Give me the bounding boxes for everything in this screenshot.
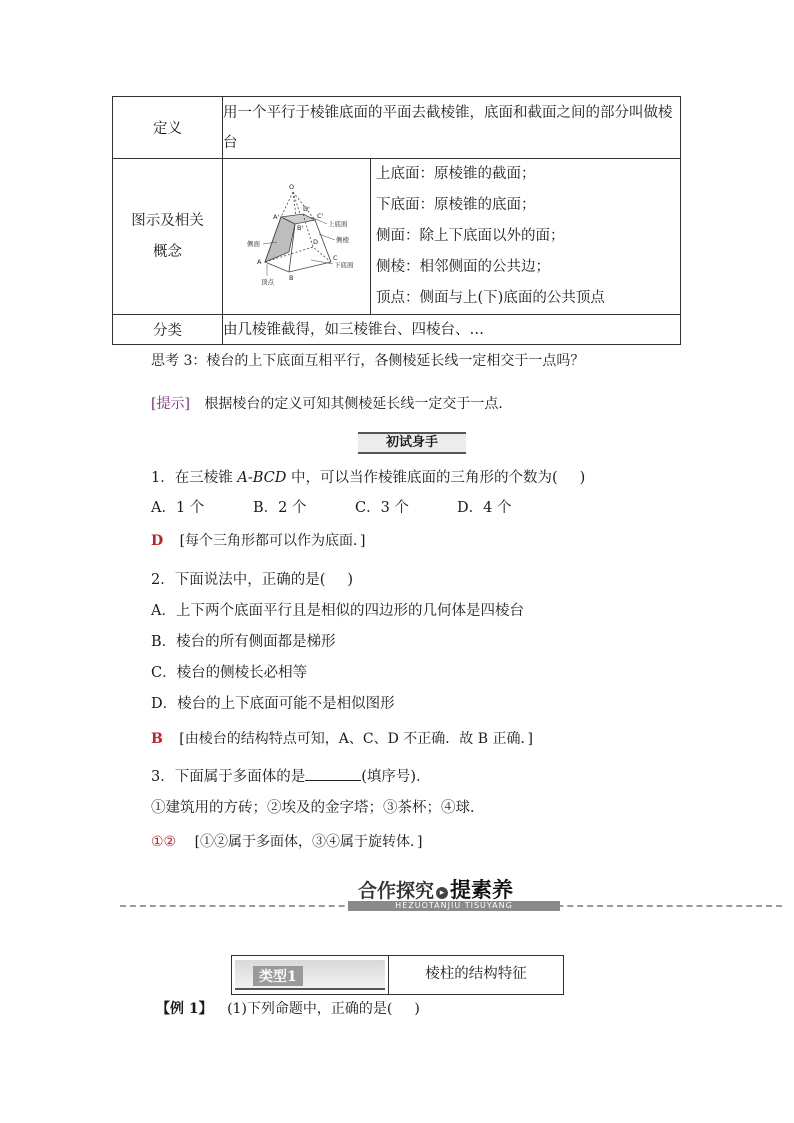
q3-answer-line [151,831,423,851]
type1-title: 棱柱的结构特征 [425,966,527,982]
q2-option-b: B．棱台的所有侧面都是梯形 [151,634,336,650]
label-C: C [333,253,338,262]
frustum-definition-table [112,96,681,345]
label-A: A [257,257,262,266]
type1-box [231,955,564,995]
hint-label: [提示] [151,396,190,412]
figure-label-line1: 图示及相关 [131,212,204,229]
q2-stem-close: ) [347,572,354,588]
example1-close: ) [414,1001,420,1017]
label-D1: D' [303,204,310,213]
q3-blank [305,766,361,781]
label-apex: O [289,182,295,191]
label-B: B [289,273,294,282]
q1-answer-line [151,530,366,550]
concept-top-face: 上底面：原棱锥的截面； [376,166,536,182]
concept-lateral-edge: 侧棱：相邻侧面的公共边； [376,259,550,275]
classification-label: 分类 [113,315,223,345]
concept-lateral-face: 侧面：除上下底面以外的面； [376,228,565,244]
concept-bottom-face: 下底面：原棱锥的底面； [376,197,536,213]
label-lateral-edge: 侧棱 [336,235,349,244]
example1-label: 【例 1】 [156,1001,213,1017]
example1-text: (1)下列命题中，正确的是( [227,1001,393,1017]
section-arrow-icon: ▸ [436,887,448,899]
trial-banner [358,432,466,454]
hint-text: 根据棱台的定义可知其侧棱延长线一定交于一点． [204,396,513,412]
q1-option-d: D．4 个 [457,500,512,516]
q2-explanation: [由棱台的结构特点可知，A、C、D 不正确．故 B 正确．] [179,731,533,747]
q3-stem-prefix: 3．下面属于多面体的是 [151,769,306,785]
definition-text: 用一个平行于棱锥底面的平面去截棱锥，底面和截面之间的部分叫做棱台 [223,97,681,159]
q3-explanation: [①②属于多面体，③④属于旋转体．] [194,834,423,850]
section-banner [120,874,782,914]
classification-text: 由几棱锥截得，如三棱锥台、四棱台、… [223,315,681,345]
q1-option-b: B．2 个 [253,500,307,516]
definition-label: 定义 [113,97,223,159]
q1-option-a: A．1 个 [151,500,205,516]
label-A1: A' [273,212,280,221]
q2-stem-text: 2．下面说法中，正确的是( [151,572,326,588]
q2-option-c: C．棱台的侧棱长必相等 [151,665,308,681]
type1-tag [235,960,385,990]
label-D: D [313,237,319,246]
q3-items: ①建筑用的方砖；②埃及的金字塔；③茶杯；④球． [151,800,485,816]
label-top-face: 上底面 [328,219,348,228]
frustum-diagram [223,162,370,312]
frustum-figure-cell [223,159,371,315]
think3-hint [151,393,512,413]
q1-explanation: [每个三角形都可以作为底面．] [179,533,366,549]
section-title-part1: 合作探究 [358,880,435,902]
label-bottom-face: 下底面 [334,260,354,269]
example1-line [156,998,420,1018]
q3-answer: ①② [151,834,177,850]
type1-tag-text: 类型1 [253,966,303,986]
q1-answer: D [151,533,164,549]
section-pinyin: HEZUOTANJIU TISUYANG [395,901,513,910]
concept-vertex: 顶点：侧面与上(下)底面的公共顶点 [376,290,605,306]
q3-stem-suffix: (填序号)． [361,769,431,785]
q1-stem-close: ) [579,470,586,486]
concept-list [371,159,681,315]
q2-option-a: A．上下两个底面平行且是相似的四边形的几何体是四棱台 [151,603,524,619]
q2-answer: B [151,731,163,747]
q1-stem [151,466,585,487]
label-B1: B' [297,223,304,232]
figure-concept-label [113,159,223,315]
label-vertex: 顶点 [261,277,274,286]
trial-banner-text: 初试身手 [385,435,438,450]
q2-answer-line [151,728,533,748]
q2-option-d: D．棱台的上下底面可能不是相似图形 [151,696,395,712]
section-title-part2: 提素养 [450,878,514,902]
think3-question: 思考 3：棱台的上下底面互相平行，各侧棱延长线一定相交于一点吗？ [151,353,585,369]
q1-stem-suffix: 中，可以当作棱锥底面的三角形的个数为( [286,470,558,486]
label-lateral-face: 侧面 [247,239,260,248]
q2-stem [151,568,353,589]
q1-options [151,496,511,517]
q1-option-c: C．3 个 [355,500,409,516]
section-title [358,874,513,904]
q3-stem [151,765,431,786]
q1-stem-prefix: 1．在三棱锥 [151,470,238,486]
label-C1: C' [317,211,324,220]
q1-stem-italic: A-BCD [237,470,287,486]
figure-label-line2: 概念 [153,243,182,260]
